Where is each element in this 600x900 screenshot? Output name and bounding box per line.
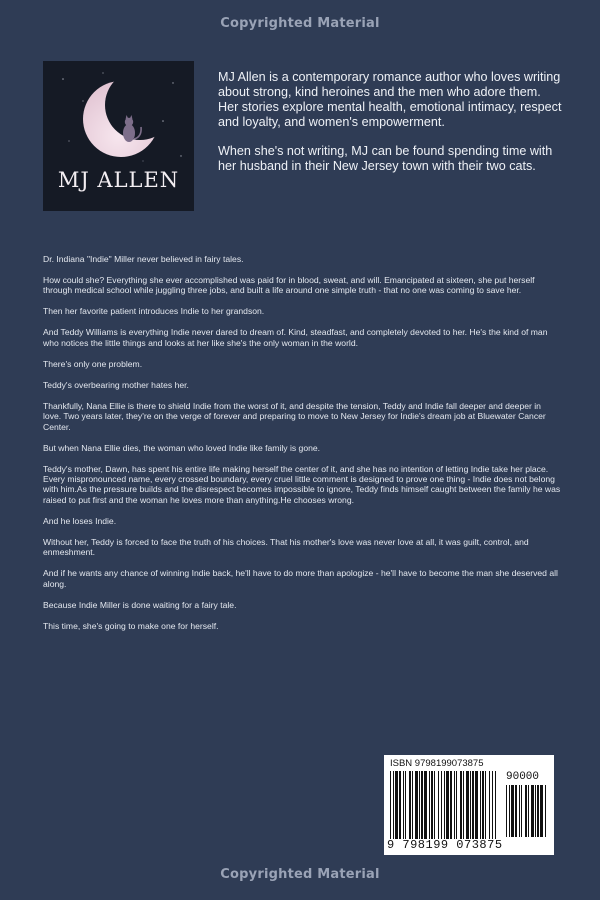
price-code: 90000 xyxy=(506,771,540,783)
barcode-bar xyxy=(521,785,522,837)
barcode-bar xyxy=(472,771,474,839)
blurb-paragraph: Then her favorite patient introduces Indie to her grandson. xyxy=(43,306,265,317)
blurb-paragraph: How could she? Everything she ever accomplished was paid for in blood, sweat, and will. Emancipated at sixteen, she put herself through medical school while juggling three jobs, and built a life around one simple truth - that no one was coming to save her. xyxy=(43,275,535,296)
barcode-bar xyxy=(419,771,420,839)
author-bio xyxy=(218,70,563,188)
barcode-bar xyxy=(421,771,423,839)
barcode-bar xyxy=(531,785,534,837)
barcode-bar xyxy=(412,771,413,839)
barcode-bar xyxy=(528,785,529,837)
book-blurb xyxy=(43,254,561,642)
barcode-bar xyxy=(485,771,486,839)
blurb-paragraph: Dr. Indiana "Indie" Miller never believed in fairy tales. xyxy=(43,254,244,264)
barcode-bar xyxy=(535,785,536,837)
blurb-paragraph: And Teddy Williams is everything Indie never dared to dream of. Kind, steadfast, and completely devoted to her. He's the kind of man who notices the little things and looks at her like she's the only woman in the world. xyxy=(43,327,548,348)
barcode-bar xyxy=(438,771,439,839)
barcode-bar xyxy=(409,771,411,839)
copyright-watermark-top: Copyrighted Material xyxy=(220,16,380,31)
barcode-bar xyxy=(424,771,427,839)
barcode-bar xyxy=(454,771,455,839)
barcode-bar xyxy=(456,771,457,839)
barcode-bar xyxy=(489,771,490,839)
isbn-label: ISBN 9798199073875 xyxy=(390,758,484,769)
barcode-bar xyxy=(431,771,433,839)
barcode-bar xyxy=(475,771,478,839)
barcode-bar xyxy=(403,771,404,839)
price-addon-bars xyxy=(506,785,548,837)
blurb-paragraph: Teddy's overbearing mother hates her. xyxy=(43,379,189,390)
barcode-bar xyxy=(390,771,391,839)
barcode-bar xyxy=(540,785,543,837)
barcode-bar xyxy=(429,771,430,839)
barcode-bar xyxy=(460,771,462,839)
blurb-paragraph: Teddy's mother, Dawn, has spent his entire life making herself the center of it, and she has no intention of letting Indie take her place. Every mispronounced name, every crossed boundary, every cruel little comment is designed to prove one thing - Indie does not belong with him.As the pressure builds and the disrespect becomes impossible to ignore, Teddy finds himself caught between the family he was raised to put first and the woman he loves more than anything.He chooses wrong. xyxy=(43,463,561,505)
barcode-bar xyxy=(415,771,418,839)
blurb-paragraph: Thankfully, Nana Ellie is there to shield Indie from the worst of it, and despite the tension, Teddy and Indie fall deeper and deeper in love. Two years later, they're on the verge of forever and preparing to move to New Jersey for Indie's dream job at Bluewater Cancer Center. xyxy=(43,400,546,432)
barcode-bar xyxy=(480,771,481,839)
blurb-paragraph: But when Nana Ellie dies, the woman who loved Indie like family is gone. xyxy=(43,442,321,453)
barcode-bar xyxy=(441,771,442,839)
blurb-paragraph: There's only one problem. xyxy=(43,358,143,369)
barcode-bar xyxy=(393,771,394,839)
bio-paragraph: MJ Allen is a contemporary romance author who loves writing about strong, kind heroines and the men who adore them. Her stories explore mental health, emotional intimacy, respect and loyalty, and women's empowerment. xyxy=(218,70,562,129)
barcode-bar xyxy=(495,771,496,839)
barcode-bar xyxy=(545,785,546,837)
barcode-bar xyxy=(466,771,469,839)
barcode-bars xyxy=(390,771,498,839)
blurb-paragraph: Without her, Teddy is forced to face the truth of his choices. That his mother's love was never love at all, it was guilt, control, and enmeshment. xyxy=(43,536,529,558)
blurb-paragraph: Because Indie Miller is done waiting for a fairy tale. xyxy=(43,599,237,610)
barcode-bar xyxy=(537,785,539,837)
barcode-digits: 9 798199 073875 xyxy=(387,838,503,852)
blurb-paragraph: This time, she's going to make one for herself. xyxy=(43,620,219,631)
copyright-watermark-bottom: Copyrighted Material xyxy=(220,867,380,882)
barcode-bar xyxy=(506,785,507,837)
barcode-bar xyxy=(444,771,445,839)
barcode-bar xyxy=(492,771,493,839)
barcode-bar xyxy=(446,771,449,839)
isbn-barcode xyxy=(384,755,554,855)
barcode-bar xyxy=(434,771,435,839)
barcode-bar xyxy=(405,771,406,839)
bio-paragraph: When she's not writing, MJ can be found spending time with her husband in their New Jersey town with their two cats. xyxy=(218,144,553,173)
barcode-bar xyxy=(511,785,514,837)
barcode-bar xyxy=(399,771,401,839)
barcode-bar xyxy=(482,771,484,839)
barcode-bar xyxy=(395,771,398,839)
blurb-paragraph: And if he wants any chance of winning Indie back, he'll have to do more than apologize - he'll have to become the man she deserved all along. xyxy=(43,568,558,589)
barcode-bar xyxy=(515,785,517,837)
logo-text: MJ ALLEN xyxy=(57,168,180,192)
author-logo xyxy=(43,61,194,211)
barcode-bar xyxy=(519,785,520,837)
barcode-bar xyxy=(525,785,527,837)
barcode-bar xyxy=(470,771,471,839)
barcode-bar xyxy=(509,785,510,837)
blurb-paragraph: And he loses Indie. xyxy=(43,515,117,526)
barcode-bar xyxy=(463,771,464,839)
barcode-bar xyxy=(450,771,452,839)
